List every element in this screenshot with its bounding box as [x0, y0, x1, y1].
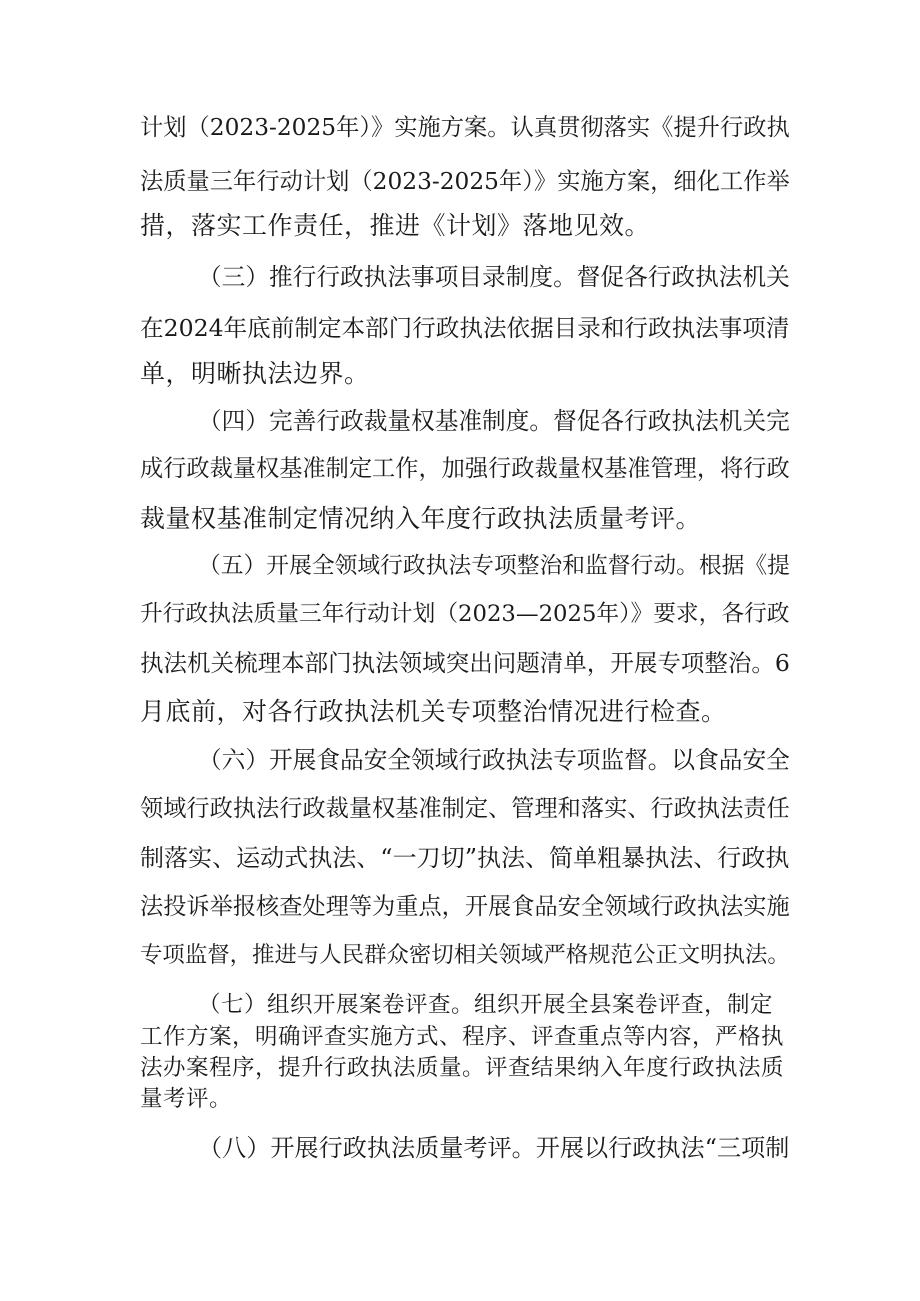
text-line: 量考评。	[140, 1086, 233, 1112]
text-line: 在2024年底前制定本部门行政执法依据目录和行政执法事项清	[140, 314, 790, 342]
text-line: 专项监督，推进与人民群众密切相关领域严格规范公正文明执法。	[140, 942, 790, 968]
text-line: （六）开展食品安全领域行政执法专项监督。以食品安全	[198, 746, 790, 774]
text-line: 计划（2023-2025年）》实施方案。认真贯彻落实《提升行政执	[140, 114, 790, 141]
text-line: 法投诉举报核查处理等为重点，开展食品安全领域行政执法实施	[140, 893, 790, 920]
text-line: 月底前，对各行政执法机关专项整治情况进行检查。	[140, 697, 727, 726]
text-line: 法质量三年行动计划（2023-2025年）》实施方案，细化工作举	[140, 168, 790, 195]
text-line: 措，落实工作责任，推进《计划》落地见效。	[140, 211, 651, 240]
text-line: （三）推行行政执法事项目录制度。督促各行政执法机关	[198, 263, 790, 291]
text-line: （五）开展全领域行政执法专项整治和监督行动。根据《提	[198, 553, 790, 579]
text-line: 升行政执法质量三年行动计划（2023—2025年）》要求，各行政	[140, 601, 790, 627]
text-line: 单，明晰执法边界。	[140, 359, 370, 388]
text-line: （八）开展行政执法质量考评。开展以行政执法“三项制	[198, 1134, 790, 1162]
text-line: 制落实、运动式执法、“一刀切”执法、简单粗暴执法、行政执	[140, 844, 790, 872]
text-line: 工作方案，明确评查实施方式、程序、评查重点等内容，严格执	[140, 1024, 785, 1050]
text-line: 执法机关梳理本部门执法领域突出问题清单，开展专项整治。6	[140, 649, 790, 677]
text-line: （七）组织开展案卷评查。组织开展全县案卷评查，制定	[198, 992, 774, 1018]
text-line: 领域行政执法行政裁量权基准制定、管理和落实、行政执法责任	[140, 795, 790, 822]
text-line: 裁量权基准制定情况纳入年度行政执法质量考评。	[140, 504, 702, 533]
text-line: 法办案程序，提升行政执法质量。评查结果纳入年度行政执法质	[140, 1055, 785, 1081]
text-line: （四）完善行政裁量权基准制度。督促各行政执法机关完	[198, 407, 790, 435]
text-line: 成行政裁量权基准制定工作，加强行政裁量权基准管理，将行政	[140, 455, 790, 482]
